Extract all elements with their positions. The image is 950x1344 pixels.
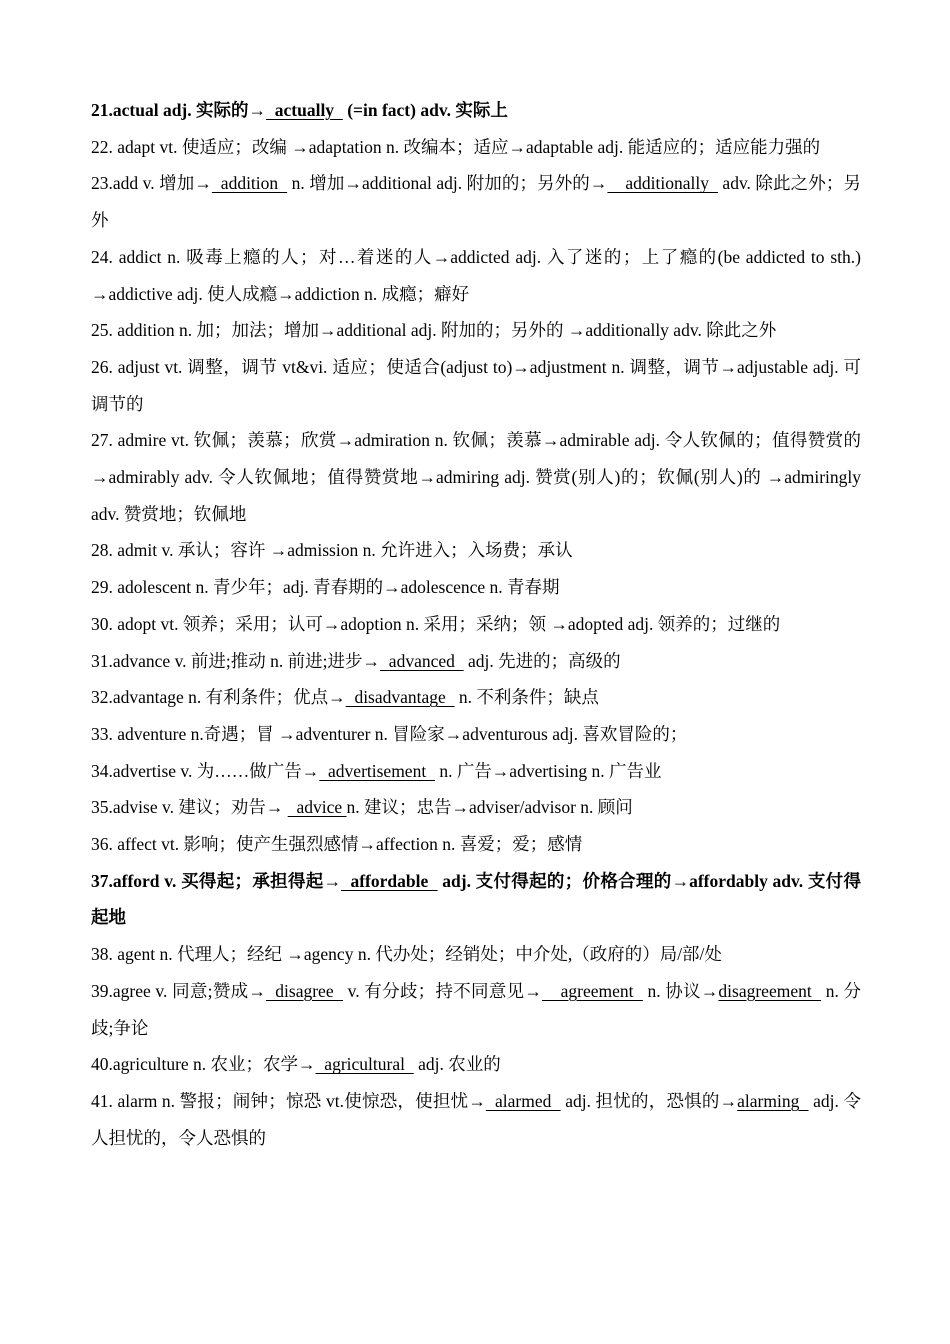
entry-text: 38. agent n. 代理人；经纪 →agency n. 代办处；经销处；中介处,（政府的）局/部/处 [91, 944, 722, 965]
entry-text: 37.afford v. 买得起；承担得起→ [91, 870, 342, 891]
vocab-entry [91, 753, 861, 790]
vocab-entry [91, 349, 861, 422]
entry-text: adj. 农业的 [413, 1054, 501, 1075]
underlined-answer: disagree [265, 980, 343, 1001]
entry-text: 39.agree v. 同意;赞成→ [91, 980, 266, 1001]
underlined-answer: addition [211, 173, 288, 194]
underlined-answer: advice [287, 797, 347, 818]
underlined-answer: advertisement [319, 760, 435, 781]
entry-text: 40.agriculture n. 农业；农学→ [91, 1054, 316, 1075]
entry-text: 25. addition n. 加；加法；增加→additional adj. 附加的；另外的 →additionally adv. 除此之外 [91, 320, 777, 341]
vocab-entry [91, 936, 861, 973]
entry-text: adv. 除此之外；另外 [91, 173, 861, 231]
entry-text: 22. adapt vt. 使适应；改编 →adaptation n. 改编本；适应→adaptable adj. 能适应的；适应能力强的 [91, 136, 821, 157]
entry-text: 24. addict n. 吸毒上瘾的人；对…着迷的人→addicted adj. 入了迷的；上了瘾的(be addicted to sth.) →addictive adj. 使人成瘾→addiction n. 成瘾；癖好 [91, 246, 861, 304]
entry-text: adj. 先进的；高级的 [463, 650, 621, 671]
vocab-entry [91, 789, 861, 826]
vocab-entry [91, 422, 861, 532]
entry-text: 36. affect vt. 影响；使产生强烈感情→affection n. 喜爱；爱；感情 [91, 834, 583, 855]
vocab-entry [91, 716, 861, 753]
vocab-entry [91, 532, 861, 569]
entry-text: n. 分歧;争论 [91, 980, 862, 1038]
entry-text: n. 广告→advertising n. 广告业 [434, 760, 662, 781]
vocab-entry [91, 1046, 861, 1083]
entry-text: 33. adventure n.奇遇；冒 →adventurer n. 冒险家→adventurous adj. 喜欢冒险的； [91, 723, 688, 744]
entry-text: n. 不利条件；缺点 [454, 687, 599, 708]
entry-text: adj. 支付得起的；价格合理的→affordably adv. 支付得起地 [91, 870, 861, 928]
entry-text: 32.advantage n. 有利条件；优点→ [91, 687, 346, 708]
vocab-entry [91, 1083, 861, 1156]
entry-text: (=in fact) adv. 实际上 [342, 100, 508, 120]
underlined-answer: additionally [607, 173, 718, 194]
underlined-answer: agreement [541, 980, 643, 1001]
underlined-answer: actually [266, 100, 343, 120]
vocab-entry [91, 165, 861, 238]
entry-text: 21.actual adj. 实际的→ [91, 100, 266, 120]
vocab-entry [91, 569, 861, 606]
entry-text: n. 建议；忠告→adviser/advisor n. 顾问 [346, 797, 633, 818]
entry-text: 27. admire vt. 钦佩；羡慕；欣赏→admiration n. 钦佩；羡慕→admirable adj. 令人钦佩的；值得赞赏的→admirably adv. 令人钦佩地；值得赞赏地→admiring adj. 赞赏(别人)的；钦佩(别人)的 →admiringly adv. 赞赏地；钦佩地 [91, 430, 861, 524]
entry-text: n. 增加→additional adj. 附加的；另外的→ [287, 173, 608, 194]
entry-text: 31.advance v. 前进;推动 n. 前进;进步→ [91, 650, 381, 671]
entry-text: n. 协议→ [642, 980, 719, 1001]
entry-text: 30. adopt vt. 领养；采用；认可→adoption n. 采用；采纳；领 →adopted adj. 领养的；过继的 [91, 613, 781, 634]
vocab-entry [91, 826, 861, 863]
entry-text: adj. 令人担忧的，令人恐惧的 [91, 1090, 861, 1148]
underlined-answer: disadvantage [345, 687, 455, 708]
underlined-answer: disagreement [718, 980, 822, 1001]
entry-text: 34.advertise v. 为……做广告→ [91, 760, 320, 781]
vocab-entry [91, 863, 861, 936]
vocab-entry [91, 679, 861, 716]
entry-text: 35.advise v. 建议；劝告→ [91, 797, 288, 818]
vocab-entry [91, 129, 861, 166]
entry-text: 41. alarm n. 警报；闹钟；惊恐 vt.使惊恐，使担忧→ [91, 1090, 486, 1111]
underlined-answer: alarming [737, 1090, 809, 1111]
vocab-entry [91, 92, 861, 129]
underlined-answer: alarmed [485, 1090, 561, 1111]
vocab-entry [91, 312, 861, 349]
underlined-answer: advanced [380, 650, 464, 671]
document-body [91, 92, 861, 1156]
entry-text: 28. admit v. 承认；容许 →admission n. 允许进入；入场费；承认 [91, 540, 573, 561]
entry-text: 23.add v. 增加→ [91, 173, 212, 194]
underlined-answer: agricultural [315, 1054, 414, 1075]
vocab-entry [91, 973, 861, 1046]
underlined-answer: affordable [341, 870, 438, 891]
entry-text: adj. 担忧的，恐惧的→ [560, 1090, 738, 1111]
vocab-entry [91, 239, 861, 312]
entry-text: 26. adjust vt. 调整，调节 vt&vi. 适应；使适合(adjust to)→adjustment n. 调整，调节→adjustable adj. 可调节的 [91, 356, 861, 414]
vocab-entry [91, 643, 861, 680]
entry-text: v. 有分歧；持不同意见→ [342, 980, 542, 1001]
entry-text: 29. adolescent n. 青少年；adj. 青春期的→adolescence n. 青春期 [91, 577, 560, 598]
vocab-entry [91, 606, 861, 643]
